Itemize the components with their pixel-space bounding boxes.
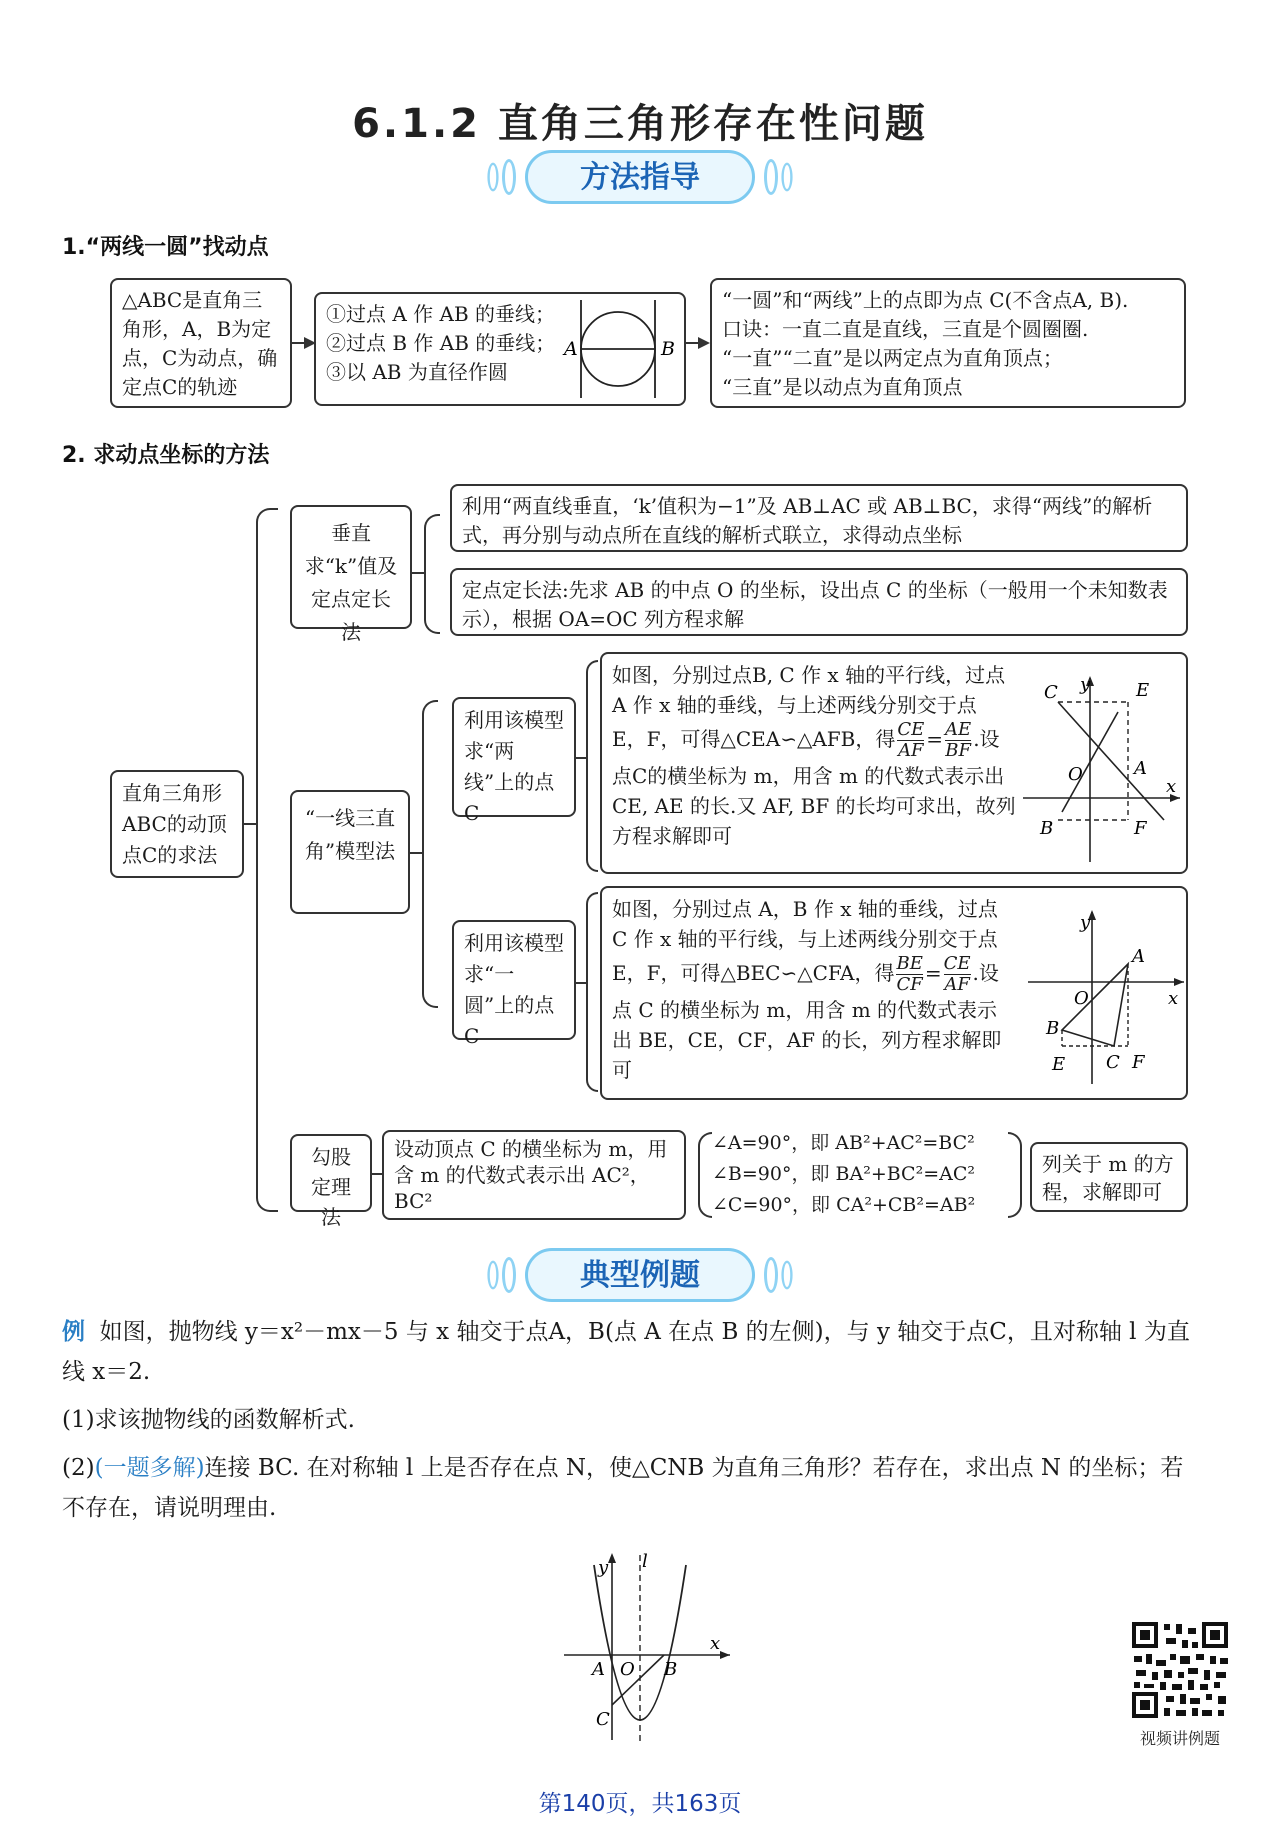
connector-line <box>244 823 256 825</box>
origin-label: O <box>1068 764 1083 785</box>
point-e-label: E <box>1136 680 1150 701</box>
origin-label: O <box>620 1659 635 1680</box>
method3-brace <box>698 1132 712 1218</box>
point-f-label: F <box>1134 818 1147 839</box>
example-block <box>62 1312 1202 1528</box>
page-number-footer: 第140页，共163页 <box>538 1791 742 1817</box>
equals-sign: = <box>926 727 944 751</box>
m2-sub1-text-a: 如图，分别过点B, C 作 x 轴的平行线，过点 A 作 x 轴的垂线，与上述两线分别交于点 E，F，可得△CEA∽△AFB，得 <box>612 663 1006 751</box>
connector-line <box>576 982 586 984</box>
section2-heading: 2. 求动点坐标的方法 <box>62 443 270 468</box>
axis-y-label: y <box>1080 912 1091 933</box>
m2-sub1-figure <box>1018 672 1184 868</box>
banner-wing-decoration <box>781 163 792 192</box>
banner-wing-decoration <box>764 159 778 195</box>
page-title: 6.1.2 直角三角形存在性问题 <box>352 101 928 147</box>
right-line-1: “一圆”和“两线”上的点即为点 C(不含点A, B). <box>722 288 1129 312</box>
method1-text1: 利用“两直线垂直，‘k’值积为−1”及 AB⊥AC 或 AB⊥BC，求得“两线”的解析式，再分别与动点所在直线的解析式联立，求得动点坐标 <box>462 494 1153 547</box>
connector-line <box>372 1173 382 1175</box>
examples-banner <box>525 1248 755 1302</box>
point-e-label: E <box>1052 1054 1066 1075</box>
fraction-ae-bf: $\frac{AE}{BF}$ <box>945 719 972 761</box>
m2-sub2-brace <box>586 892 598 1092</box>
banner-wing-decoration <box>502 159 516 195</box>
method3-label: 勾股定理法 <box>311 1145 351 1229</box>
main-brace <box>256 508 278 1212</box>
axis-y-label: y <box>1080 674 1091 695</box>
banner-wing-decoration <box>764 1257 778 1293</box>
method3-brace-right <box>1008 1132 1022 1218</box>
right-line-2: 口诀：一直二直是直线，三直是个圆圈圈. <box>722 317 1089 341</box>
method3-cases <box>712 1128 992 1221</box>
m2-sub2-label-box <box>452 920 576 1048</box>
method-banner <box>525 150 755 204</box>
point-b-label: B <box>1040 818 1054 839</box>
method1-label: 垂直求“k”值及定点定长法 <box>304 521 398 644</box>
example-stem-text: 如图，抛物线 y＝x²－mx－5 与 x 轴交于点A，B(点 A 在点 B 的左侧)，与 y 轴交于点C，且对称轴 l 为直线 x＝2. <box>62 1319 1190 1385</box>
qr-code[interactable] <box>1130 1620 1230 1720</box>
section1-heading: 1.“两线一圆”找动点 <box>62 235 269 260</box>
method3-text: 设动顶点 C 的横坐标为 m，用含 m 的代数式表示出 AC²，BC² <box>394 1137 668 1213</box>
example-q2 <box>62 1448 1202 1528</box>
fraction-ce-af-2: $\frac{CE}{AF}$ <box>943 953 971 995</box>
example-stem <box>62 1312 1202 1392</box>
section1-left-text: △ABC是直角三角形，A，B为定点，C为动点，确定点C的轨迹 <box>122 288 278 399</box>
section1-left-box <box>110 278 292 408</box>
case-b: ∠B=90°，即 BA²+BC²=AC² <box>712 1163 976 1185</box>
method1-text2-box <box>450 568 1188 636</box>
connector-line <box>412 572 424 574</box>
method2-brace <box>422 700 438 1008</box>
q2-text: 连接 BC. 在对称轴 l 上是否存在点 N，使△CNB 为直角三角形？若存在，求出点 N 的坐标；若不存在，请说明理由. <box>62 1455 1184 1521</box>
fraction-ce-af: $\frac{CE}{AF}$ <box>897 719 925 761</box>
mid-line-1: ①过点 A 作 AB 的垂线； <box>326 302 556 326</box>
case-c: ∠C=90°，即 CA²+CB²=AB² <box>712 1194 976 1216</box>
m2-sub2-label: 利用该模型求“一圆”上的点 C <box>464 931 564 1048</box>
method2-label: “一线三直角”模型法 <box>304 806 396 863</box>
point-a-label: A <box>1134 758 1147 779</box>
examples-banner-label: 典型例题 <box>580 1258 700 1293</box>
method1-text1-box <box>450 484 1188 552</box>
point-c-label: C <box>1044 682 1058 703</box>
q2-tag: (一题多解) <box>94 1455 205 1481</box>
root-text: 直角三角形ABC的动顶点C的求法 <box>122 781 227 867</box>
point-c-label: C <box>596 1709 610 1730</box>
method1-brace <box>424 514 440 634</box>
banner-wing-decoration <box>487 163 498 192</box>
banner-wing-decoration <box>487 1261 498 1290</box>
example-q1: (1)求该抛物线的函数解析式. <box>62 1407 355 1433</box>
m2-sub1-label-box <box>452 697 576 825</box>
axis-x-label: x <box>1168 988 1179 1009</box>
section1-right-box <box>710 278 1186 408</box>
mid-line-2: ②过点 B 作 AB 的垂线； <box>326 331 556 355</box>
m2-sub2-text-a: 如图，分别过点 A，B 作 x 轴的垂线，过点 C 作 x 轴的平行线，与上述两线分别交于点 E，F，可得△BEC∽△CFA，得 <box>612 897 998 985</box>
point-a-label: A <box>1132 946 1145 967</box>
fraction-be-cf: $\frac{BE}{CF}$ <box>896 953 923 995</box>
mid-line-3: ③以 AB 为直径作圆 <box>326 360 508 384</box>
parabola-figure <box>560 1545 740 1745</box>
right-line-4: “三直”是以动点为直角顶点 <box>722 375 963 399</box>
right-line-3: “一直”“二直”是以两定点为直角顶点； <box>722 346 1063 370</box>
banner-wing-decoration <box>781 1261 792 1290</box>
point-c-label: C <box>1106 1052 1120 1073</box>
banner-wing-decoration <box>502 1257 516 1293</box>
point-b-label: B <box>664 1659 678 1680</box>
qr-caption: 视频讲例题 <box>1139 1729 1220 1748</box>
root-box <box>110 770 244 878</box>
connector-line <box>410 852 422 854</box>
method3-result-box <box>1030 1142 1188 1212</box>
label-a: A <box>564 338 578 360</box>
method1-label-box <box>290 505 412 644</box>
axis-l-label: l <box>642 1551 648 1572</box>
case-a: ∠A=90°，即 AB²+AC²=BC² <box>712 1132 975 1154</box>
point-a-label: A <box>592 1659 605 1680</box>
axis-x-label: x <box>710 1633 721 1654</box>
m2-sub2-text-b: .设点 C 的横坐标为 m，用含 m 的代数式表示出 BE，CE，CF，AF 的长，列方程求解即可 <box>612 961 1002 1082</box>
method-banner-label: 方法指导 <box>580 160 700 195</box>
m2-sub1-brace <box>586 660 598 872</box>
method3-text-box <box>382 1130 686 1220</box>
method2-label-box <box>290 790 410 914</box>
example-label: 例 <box>62 1318 85 1345</box>
method1-text2: 定点定长法:先求 AB 的中点 O 的坐标，设出点 C 的坐标（一般用一个未知数表示），根据 OA=OC 列方程求解 <box>462 578 1168 631</box>
point-b-label: B <box>1046 1018 1060 1039</box>
q2-prefix: (2) <box>62 1455 95 1481</box>
axis-x-label: x <box>1166 776 1177 797</box>
equals-sign: = <box>924 961 942 985</box>
axis-y-label: y <box>598 1557 609 1578</box>
circle-two-lines-figure <box>558 296 678 402</box>
label-b: B <box>661 338 675 360</box>
method3-label-box <box>290 1134 372 1229</box>
arrow-right-icon <box>698 337 710 349</box>
m2-sub1-label: 利用该模型求“两线”上的点 C <box>464 708 564 825</box>
point-f-label: F <box>1132 1052 1145 1073</box>
method3-result: 列关于 m 的方程，求解即可 <box>1042 1152 1174 1204</box>
m2-sub2-figure <box>1018 904 1184 1090</box>
connector-line <box>576 757 586 759</box>
origin-label: O <box>1074 988 1089 1009</box>
m2-sub1-text-b: .设点C的横坐标为 m，用含 m 的代数式表示出 CE, AE 的长.又 AF, BF 的长均可求出，故列方程求解即可 <box>612 727 1016 848</box>
